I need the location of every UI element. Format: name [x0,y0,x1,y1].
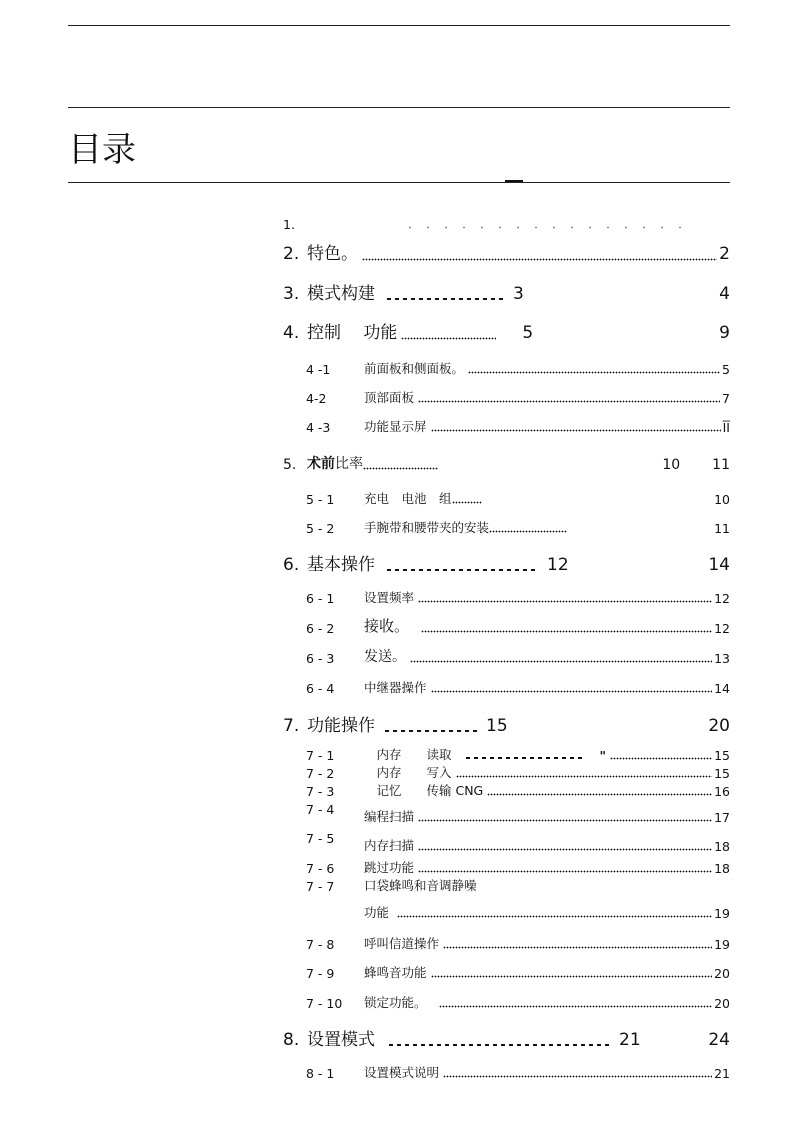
entry-number: 4-2 [306,391,327,406]
leader [456,774,713,778]
entry-page: 18 [714,861,730,876]
entry-number: 7 - 10 [306,996,343,1011]
toc-entry[interactable] [306,679,730,696]
entry-title: 功能操作 [307,716,375,736]
leader [418,869,712,873]
leader [468,370,720,374]
leader [418,399,720,403]
entry-number: 6 - 3 [306,651,335,666]
entry-title: 基本操作 [307,555,375,575]
entry-page-start: 15 [486,716,508,736]
entry-page: 18 [714,839,730,854]
divider-mark [505,180,523,182]
entry-page: 20 [714,996,730,1011]
toc-entry[interactable] [306,859,730,876]
entry-number: 8 - 1 [306,1066,335,1081]
entry-page: 20 [714,966,730,981]
toc-entry[interactable] [283,242,730,264]
entry-page: 7 [722,391,730,406]
entry-number: 6 - 4 [306,681,335,696]
leader [443,945,712,949]
entry-page-start: 10 [662,457,681,473]
entry-page: 10 [714,492,730,507]
entry-page-end: 11 [712,457,730,473]
toc-entry[interactable] [283,282,730,304]
entry-title: 锁定功能。 [364,995,427,1010]
toc-entry[interactable] [306,519,730,536]
entry-page-end: 4 [719,284,730,304]
entry-title: 模式构建 [307,284,375,304]
entry-page: 2 [719,244,730,264]
toc-entry[interactable] [306,360,730,377]
divider [68,107,730,108]
entry-page: 15 [714,748,730,763]
entry-title: 设置模式说明 [364,1065,440,1080]
leader [452,500,482,504]
entry-page-end: 14 [708,555,730,575]
entry-title: 比率 [335,456,363,472]
entry-page-start: 21 [619,1030,641,1050]
toc-entry[interactable] [306,994,730,1011]
entry-number: 3. [283,284,300,304]
toc-entry[interactable] [306,1064,730,1081]
entry-title: 记忆 传输 CNG [364,783,484,798]
toc-entry[interactable] [283,321,730,343]
entry-page: 17 [714,810,730,825]
entry-title: 功能显示屏 [364,419,427,434]
toc-entry[interactable] [283,1028,730,1050]
entry-number: 6 - 1 [306,591,335,606]
entry-page-start: 3 [513,284,524,304]
toc-entry[interactable] [283,456,730,473]
divider [68,25,730,26]
toc-entry[interactable] [306,782,730,799]
leader [362,257,717,261]
leader [401,336,496,340]
entry-number: 4 -3 [306,420,331,435]
entry-page: 16 [714,784,730,799]
entry-page: 15 [714,766,730,781]
entry-title-bold: 术前 [307,456,335,472]
entry-page: 19 [714,906,730,921]
entry-title: 口袋蜂鸣和音调静噪 [364,878,477,893]
leader [410,659,712,663]
entry-number: 7 - 8 [306,937,335,952]
entry-number: 7 - 4 [306,802,335,817]
toc-entry[interactable] [306,619,730,636]
toc-entry[interactable] [306,764,730,781]
entry-page-start: 5 [522,323,534,343]
entry-title: 编程扫描 [364,809,415,824]
entry-number: 7 - 3 [306,784,335,799]
toc-entry[interactable] [306,649,730,666]
entry-title: 功能 [364,905,390,920]
entry-title: 跳过功能 [364,860,415,875]
toc-entry[interactable] [283,215,730,232]
entry-title: 手腕带和腰带夹的安装 [364,520,490,535]
entry-page-end: 9 [719,323,730,343]
leader [489,529,567,533]
entry-title: 特色。 [307,244,358,264]
toc-entry-continued[interactable] [306,904,730,921]
toc-entry[interactable] [306,490,730,507]
entry-number: 4 -1 [306,362,331,377]
entry-page: 19 [714,937,730,952]
entry-page: 11 [714,521,730,536]
entry-page: 21 [714,1066,730,1081]
entry-number: 5. [283,457,297,473]
entry-title: 内存 读取 [364,747,452,762]
entry-number: 7 - 5 [306,831,335,846]
leader [439,1004,713,1008]
leader [363,466,438,470]
entry-title: 设置频率 [364,590,415,605]
divider [68,182,730,183]
toc-entry[interactable] [306,831,730,854]
entry-number: 4. [283,323,300,343]
entry-page: ĪĪ [722,420,730,435]
entry-number: 7 - 9 [306,966,335,981]
entry-number: 7 - 1 [306,748,335,763]
entry-number: 7 - 2 [306,766,335,781]
toc-entry[interactable] [306,418,730,435]
entry-page: 12 [714,591,730,606]
toc-entry[interactable] [306,964,730,981]
entry-number: 7. [283,716,300,736]
entry-number: 5 - 1 [306,492,335,507]
entry-title: 前面板和侧面板。 [364,361,465,376]
leader [431,689,713,693]
entry-title: 发送。 [364,649,406,665]
entry-page-end: 20 [708,716,730,736]
entry-title: 中继器操作 [364,680,427,695]
page-title: 目录 [68,130,136,170]
leader [466,755,586,759]
leader [418,599,712,603]
entry-number: 6 - 2 [306,621,335,636]
leader [443,1074,712,1078]
entry-page: 5 [722,362,730,377]
entry-title: 充电 电池 组 [364,491,452,506]
entry-page-start: 12 [547,555,569,575]
entry-number: 7 - 6 [306,861,335,876]
leader [389,1042,609,1046]
entry-page: 14 [714,681,730,696]
entry-number: 8. [283,1030,300,1050]
entry-title: 顶部面板 [364,390,415,405]
leader [487,792,712,796]
leader [418,818,712,822]
leader [401,225,685,229]
entry-page: 12 [714,621,730,636]
entry-title: 控制 功能 [307,323,398,343]
entry-page-end: 24 [708,1030,730,1050]
toc-entry[interactable] [306,746,730,763]
leader [610,756,712,760]
leader [421,629,712,633]
entry-number: 5 - 2 [306,521,335,536]
toc-entry[interactable] [306,935,730,952]
entry-title: 设置模式 [307,1030,375,1050]
leader [387,567,537,571]
toc-entry[interactable] [306,877,730,894]
toc-entry[interactable] [306,802,730,825]
leader [418,847,712,851]
entry-number: 6. [283,555,300,575]
leader [387,296,507,300]
entry-title: 内存 写入 [364,765,452,780]
leader [431,428,721,432]
leader [385,728,480,732]
toc-entry[interactable] [306,589,730,606]
entry-title: 内存扫描 [364,838,415,853]
entry-number: 2. [283,244,300,264]
toc-entry[interactable] [306,389,730,406]
entry-title: 接收。 [364,617,410,635]
entry-number: 1. [283,217,295,232]
entry-page: 13 [714,651,730,666]
toc-entry[interactable] [283,553,730,575]
entry-number: 7 - 7 [306,879,335,894]
leader [397,914,712,918]
entry-title: 蜂鸣音功能 [364,965,427,980]
toc-entry[interactable] [283,714,730,736]
leader [431,974,713,978]
entry-title: 呼叫信道操作 [364,936,440,951]
entry-mark: " [599,748,607,763]
